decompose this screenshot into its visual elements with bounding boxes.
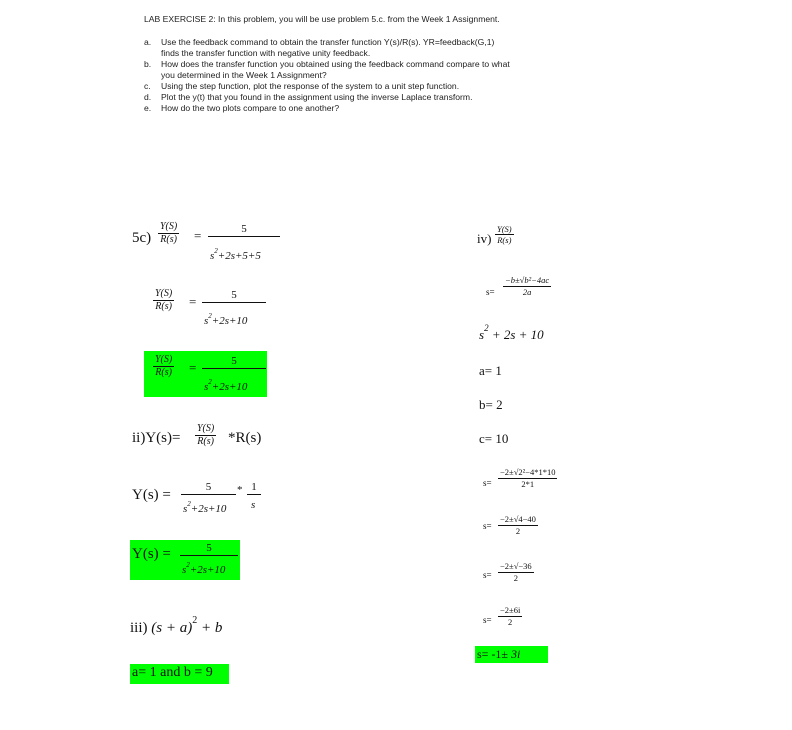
numerator-five-3: 5 — [202, 354, 266, 369]
rs-denominator: R(s) — [497, 235, 512, 245]
poly-exp: 2 — [484, 323, 489, 333]
den5-s: s — [182, 564, 187, 576]
ys-over-rs-iv — [495, 224, 514, 245]
step3-formula — [498, 561, 534, 584]
den1-s: s — [210, 250, 215, 262]
ys-over-rs-ii — [195, 423, 216, 448]
step3-numerator: −2±√−36 — [500, 561, 532, 571]
final-root — [477, 647, 520, 662]
numerator-five-5: 5 — [180, 541, 238, 556]
s-equals-sub: s= — [483, 478, 492, 488]
iii-expr-b: + b — [200, 620, 223, 636]
item-e-line1: How do the two plots compare to one another? — [161, 103, 340, 113]
b-value: b= 2 — [479, 397, 503, 412]
step3-denominator: 2 — [513, 573, 518, 583]
s-equals-2: s= — [483, 521, 492, 531]
iv-label: iv) — [477, 231, 492, 246]
den4-exp: 2 — [187, 500, 191, 508]
ys-numerator: Y(S) — [155, 354, 173, 365]
item-d-line1: Plot the y(t) that you found in the assignment using the inverse Laplace transform. — [161, 92, 473, 102]
ys-numerator: Y(S) — [197, 423, 215, 434]
denominator-3 — [204, 378, 248, 393]
rs-denominator: R(s) — [160, 234, 177, 245]
item-c-marker: c. — [144, 81, 151, 91]
den3-rest: +2s+10 — [211, 381, 248, 393]
step2-denominator: 2 — [515, 526, 521, 536]
denominator-s: s — [251, 499, 256, 511]
numerator-five-4: 5 — [181, 480, 236, 495]
den3-s: s — [204, 381, 209, 393]
polynomial — [479, 323, 544, 343]
quadratic-formula — [503, 275, 551, 298]
sub-numerator: −2±√2²−4*1*10 — [500, 467, 556, 477]
step4-denominator: 2 — [508, 617, 513, 627]
p5c-label: 5c) — [132, 230, 152, 246]
sub-denominator: 2*1 — [521, 479, 535, 489]
quad-denominator: 2a — [522, 287, 532, 297]
ys-numerator: Y(S) — [155, 288, 173, 299]
item-a-line1: Use the feedback command to obtain the transfer function Y(s)/R(s). YR=feedback(G,1) — [161, 37, 495, 47]
answer-text: a= 1 and b = 9 — [132, 665, 213, 680]
den2-s: s — [204, 315, 209, 327]
den5-rest: +2s+10 — [189, 564, 226, 576]
ii-suffix: *R(s) — [228, 430, 262, 446]
item-b-marker: b. — [144, 59, 152, 69]
item-e-marker: e. — [144, 103, 152, 113]
item-a-line2: finds the transfer function with negative unity feedback. — [161, 48, 371, 58]
ii-label: ii)Y(s)= — [132, 430, 181, 446]
den1-rest: +2s+5+5 — [217, 250, 261, 262]
denominator-4 — [183, 500, 227, 515]
iii-expr-a: (s + a) — [151, 620, 193, 636]
den4-s: s — [183, 503, 188, 515]
quad-numerator: −b±√b²−4ac — [505, 275, 550, 285]
ys-over-rs-3 — [153, 354, 174, 379]
equals-1: = — [194, 228, 202, 243]
item-c-line1: Using the step function, plot the response of the system to a unit step function. — [161, 81, 460, 91]
numerator-five-2: 5 — [202, 288, 266, 303]
item-d-marker: d. — [144, 92, 152, 102]
s-equals-4: s= — [483, 615, 492, 625]
step2-formula — [498, 514, 538, 537]
iii-exp: 2 — [192, 615, 198, 626]
rs-denominator: R(s) — [155, 301, 172, 312]
s-equals-quad: s= — [486, 287, 495, 297]
den3-exp: 2 — [208, 378, 212, 386]
c-value: c= 10 — [479, 431, 509, 446]
ys-numerator: Y(S) — [160, 221, 178, 232]
multiply-sign: * — [237, 484, 243, 496]
den2-rest: +2s+10 — [211, 315, 248, 327]
denominator-5 — [182, 561, 226, 576]
den4-rest: +2s+10 — [190, 503, 227, 515]
ys-over-rs-1 — [158, 221, 179, 246]
iii-label — [130, 615, 223, 637]
den2-exp: 2 — [208, 312, 212, 320]
equals-3: = — [189, 360, 197, 375]
equals-2: = — [189, 294, 197, 309]
rs-denominator: R(s) — [155, 367, 172, 378]
denominator-1 — [210, 247, 261, 262]
item-b-line1: How does the transfer function you obtained using the feedback command compare to what — [161, 59, 510, 69]
iii-marker: iii) — [130, 620, 148, 636]
den5-exp: 2 — [186, 561, 190, 569]
poly-rest: + 2s + 10 — [491, 327, 544, 342]
ys-over-rs-2 — [153, 288, 174, 313]
step2-numerator: −2±√4−40 — [500, 514, 536, 524]
step4-numerator: −2±6i — [500, 605, 521, 615]
final-root-imag: 3i — [511, 647, 521, 661]
denominator-2 — [204, 312, 248, 327]
s-equals-3: s= — [483, 570, 492, 580]
step4-formula — [498, 605, 522, 628]
numerator-one: 1 — [247, 480, 261, 495]
final-root-prefix: s= -1± — [477, 647, 509, 661]
exercise-title: LAB EXERCISE 2: In this problem, you will be use problem 5.c. from the Week 1 Assignment. — [144, 14, 500, 24]
ys-label-2: Y(s) = — [132, 546, 171, 562]
substituted-formula — [498, 467, 557, 490]
item-b-line2: you determined in the Week 1 Assignment? — [161, 70, 327, 80]
den1-exp: 2 — [214, 247, 218, 255]
a-value: a= 1 — [479, 363, 502, 378]
numerator-five-1: 5 — [208, 222, 280, 237]
ys-label-1: Y(s) = — [132, 487, 171, 503]
ys-numerator: Y(S) — [497, 224, 512, 234]
poly-s: s — [479, 327, 485, 342]
item-a-marker: a. — [144, 37, 152, 47]
rs-denominator: R(s) — [197, 436, 214, 447]
